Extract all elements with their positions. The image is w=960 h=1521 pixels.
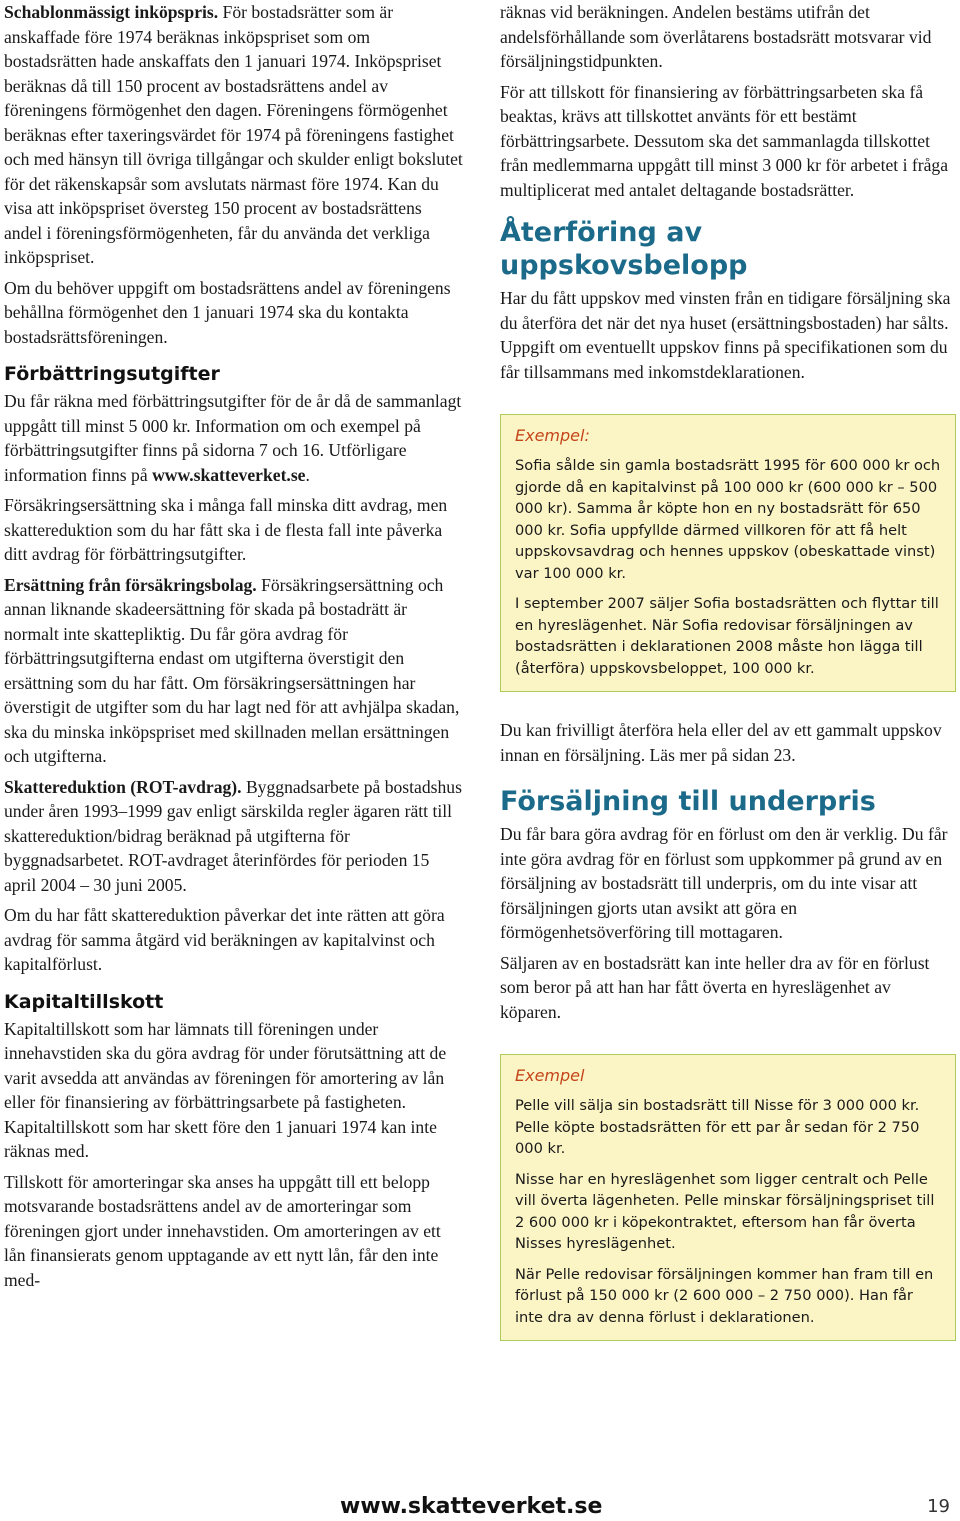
paragraph: Har du fått uppskov med vinsten från en tidigare försäljning ska du återföra det när det nya huset (ersättningsbostaden) har sålts. Uppgift om eventuellt uppskov finns på specifikationen som du får tillsammans med inkomstdeklarationen. (500, 288, 951, 382)
paragraph: För att tillskott för finansiering av förbättringsarbeten ska få beaktas, krävs att tillskottet använts för ett bestämt förbättringsarbete. Dessutom ska det sammanlagda tillskottet från medlemmarna uppgått till minst 3 000 kr för arbetet i fråga multiplicerat med antalet deltagande bostadsrätter. (500, 81, 949, 200)
paragraph: Försäkringsersättning ska i många fall minska ditt avdrag, men skattereduktion som du har fått ska i de flesta fall inte påverka ditt avdrag för förbättringsutgifter. (4, 495, 448, 564)
paragraph-text: Byggnadsarbete på bostadshus under åren 1993–1999 gav enligt särskilda regler ägaren rätt till skattereduktion/bidrag beräknad på utgifterna för byggnadsarbetet. ROT-avdraget återinfördes för perioden 15 april 2004 – 30 juni 2005. (4, 776, 462, 895)
paragraph: Kapitaltillskott som har lämnats till föreningen under innehavstiden ska du göra avdrag för under förutsättning att de varit avsedda att användas av föreningen för amortering av lån eller för finansiering av förbättringsarbete på fastigheten. Kapitaltillskott som har skett före den 1 januari 1974 kan inte räknas med. (4, 1018, 447, 1161)
example-paragraph: Sofia sålde sin gamla bostadsrätt 1995 för 600 000 kr och gjorde då en kapitalvinst på 100 000 kr (600 000 kr – 500 000 kr). Samma år köpte hon en ny bostadsrätt för 650 000 kr. Sofia uppfyllde därmed villkoren för att få helt uppskovsavdrag och hennes uppskov (obeskattade vinst) var 100 000 kr. (515, 457, 941, 582)
example-paragraph: Nisse har en hyreslägenhet som ligger centralt och Pelle vill överta lägenheten. Pelle minskar försäljningspriset till 2 600 000 kr i köpekontraktet, eftersom han får överta Nisses hyreslägenhet. (515, 1170, 935, 1252)
paragraph: Om du behöver uppgift om bostadsrättens andel av föreningens behållna förmögenhet den 1 januari 1974 ska du kontakta bostadsrättsföreningen. (4, 277, 451, 347)
link-skatteverket[interactable]: www.skatteverket.se (152, 464, 306, 485)
page-number: 19 (927, 1496, 950, 1517)
heading-aterforing: Återföring av uppskovsbelopp (500, 217, 748, 281)
paragraph: räknas vid beräkningen. Andelen bestäms utifrån det andelsförhållande som överlåtarens bostadsrätt motsvarar vid försäljningstidpunkten. (500, 2, 932, 71)
paragraph-text: Du får räkna med förbättringsutgifter för de år då de sammanlagt uppgått till minst 5 000 kr. Information om och exempel på förbättringsutgifter finns på sidorna 7 och 16. Utförligare information finns på (4, 391, 462, 485)
paragraph-schablon (4, 0, 464, 270)
paragraph: Säljaren av en bostadsrätt kan inte heller dra av för en förlust som beror på att han har fått överta en hyreslägenhet av köparen. (500, 952, 930, 1022)
paragraph-forsakring (4, 573, 464, 769)
left-column (4, 0, 464, 1292)
example-paragraph: Pelle vill sälja sin bostadsrätt till Nisse för 3 000 000 kr. Pelle köpte bostadsrätten för ett par år sedan för 2 750 000 kr. (515, 1097, 920, 1157)
paragraph: Om du har fått skattereduktion påverkar det inte rätten att göra avdrag för samma åtgärd vid beräkningen av kapitalvinst och kapitalförlust. (4, 905, 445, 974)
heading-kapitaltillskott: Kapitaltillskott (4, 990, 164, 1013)
example-paragraph: I september 2007 säljer Sofia bostadsrätten och flyttar till en hyreslägenhet. När Sofia redovisar försäljningen av bostadsrätten i deklarationen 2008 måste hon lägga till (återföra) uppskovsbeloppet, 100 000 kr. (515, 595, 939, 677)
heading-forbattringsutgifter: Förbättringsutgifter (4, 363, 220, 385)
paragraph-rot (4, 775, 464, 898)
run-in-heading: Skattereduktion (ROT-avdrag). (4, 776, 242, 797)
heading-underpris: Försäljning till underpris (500, 786, 876, 817)
paragraph-text: . (305, 464, 310, 485)
example-title: Exempel (515, 1066, 585, 1085)
paragraph-text: Försäkringsersättning och annan liknande skadeersättning för skada på bostadrätt är normalt inte skattepliktig. Du får göra avdrag för förbättringsutgifterna endast om utgifterna överstigit den ersättning som du har fått. Om försäkringsersättningen har överstigit de utgifter som du har lagt ned för att avhjälpa skadan, ska du minska inköpspriset med skillnaden mellan ersättningen och utgifterna. (4, 574, 460, 766)
example-title: Exempel: (515, 426, 590, 445)
example-box-pelle (500, 1054, 956, 1341)
run-in-heading: Schablonmässigt inköpspris. (4, 2, 219, 22)
paragraph: Du kan frivilligt återföra hela eller del av ett gammalt uppskov innan en försäljning. Läs mer på sidan 23. (500, 720, 942, 765)
example-box-sofia (500, 414, 956, 692)
paragraph: Tillskott för amorteringar ska anses ha uppgått till ett belopp motsvarande bostadsrättens andel av de amorteringar som föreningen gjort under innehavstiden. Om amorteringen av ett lån finansierats genom upptagande av ett nytt lån, får den inte med- (4, 1171, 441, 1290)
run-in-heading: Ersättning från försäkringsbolag. (4, 574, 257, 595)
right-column (500, 0, 956, 1341)
paragraph: Du får bara göra avdrag för en förlust om den är verklig. Du får inte göra avdrag för en förlust som uppkommer på grund av en försäljning av bostadsrätt till underpris, om du inte visar att försäljningen gjorts utan avsikt att göra en förmögenhetsöverföring till mottagaren. (500, 824, 948, 942)
paragraph (4, 389, 464, 487)
paragraph-text: För bostadsrätter som är anskaffade före 1974 beräknas inköpspriset som om bostadsrätten hade anskaffats den 1 januari 1974. Inköpspriset beräknas då till 150 procent av bostadsrättens andel av föreningens förmögenhet den dagen. Föreningens förmögenhet beräknas efter taxeringsvärdet för 1974 på föreningens fastighet och med hänsyn till övriga tillgångar och skulder enligt bokslutet för det räkenskapsår som avslutats närmast före 1974. Kan du visa att inköpspriset översteg 150 procent av bostadsrättens andel i föreningsförmögenheten, får du använda det verkliga inköpspriset. (4, 2, 463, 267)
footer-url[interactable]: www.skatteverket.se (340, 1494, 603, 1519)
example-paragraph: När Pelle redovisar försäljningen kommer han fram till en förlust på 150 000 kr (2 600 000 – 2 750 000). Han får inte dra av denna förlust i deklarationen. (515, 1265, 934, 1326)
